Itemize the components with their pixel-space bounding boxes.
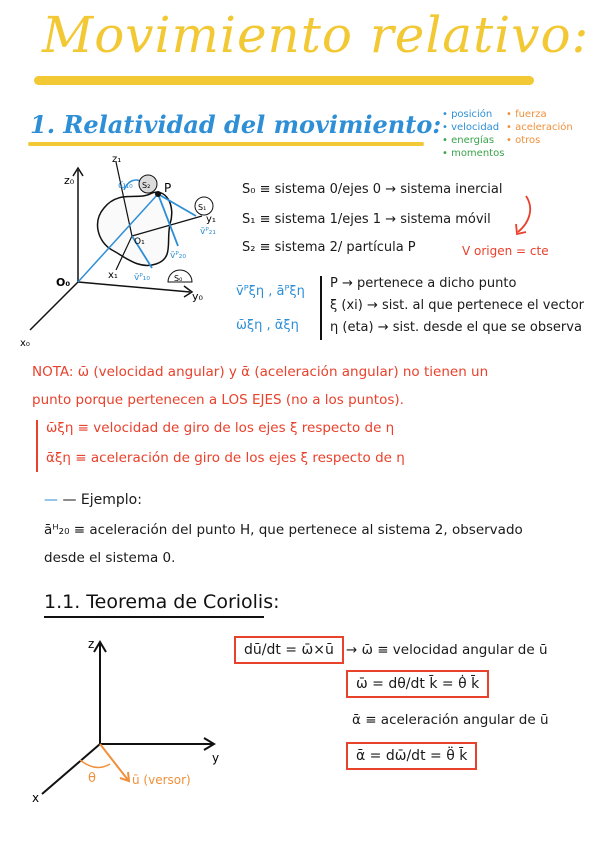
axis-x0 [30, 282, 78, 330]
label-theta: θ [88, 771, 96, 786]
label-axis-x: x [32, 791, 40, 805]
label-w10: ω̄₁₀ [118, 181, 133, 191]
color-legend [442, 108, 504, 160]
example-line-2: desde el sistema 0. [44, 550, 176, 566]
label-s1: S₁ [198, 203, 207, 212]
example-line-1: āᴴ₂₀ ≡ aceleración del punto H, que pertenece al sistema 2, observado [44, 522, 523, 538]
label-versor: ū (versor) [132, 773, 191, 787]
legend-velocidad: • velocidad [442, 122, 500, 133]
example-heading-text: — Ejemplo: [62, 492, 142, 508]
equation-omega-note: → ω̄ ≡ velocidad angular de ū [346, 642, 548, 658]
notation-xi-line: ξ (xi) → sist. al que pertenece el vector [330, 298, 585, 313]
note-brace [36, 420, 38, 472]
color-legend-2 [506, 108, 573, 147]
page-title: Movimiento relativo: [42, 6, 590, 64]
legend-posicion: • posición [442, 109, 493, 120]
label-o0: O₀ [56, 276, 71, 289]
equation-alpha: ᾱ = dω̄/dt = θ̈ k̄ [346, 742, 477, 770]
notation-vectors-2 [236, 318, 299, 333]
system-2-definition: S₂ ≡ sistema 2/ partícula P [242, 240, 416, 255]
legend-aceleracion: • aceleración [506, 122, 573, 133]
alpha-definition: ᾱ ≡ aceleración angular de ū [352, 712, 549, 728]
system-1-definition: S₁ ≡ sistema 1/ejes 1 → sistema móvil [242, 212, 491, 227]
subsection-title: 1.1. Teorema de Coriolis: [44, 591, 280, 613]
notation-p-line: P → pertenece a dicho punto [330, 276, 517, 291]
curved-arrow-icon [508, 194, 538, 238]
title-highlight [34, 76, 534, 85]
versor-u [100, 744, 128, 780]
legend-momentos: • momentos [442, 148, 505, 159]
section-title-text: Relatividad del movimiento: [63, 110, 442, 139]
label-y0: y₀ [192, 290, 203, 303]
label-axis-y: y [212, 751, 220, 765]
label-x0: x₀ [20, 338, 30, 349]
theta-arc [80, 760, 110, 767]
label-x1: x₁ [108, 270, 118, 281]
section-underline [28, 142, 424, 146]
axis-x [42, 744, 100, 794]
section-number: 1. [30, 110, 56, 139]
label-o1: O₁ [134, 237, 145, 247]
section-heading [30, 110, 441, 139]
label-v21: v̄ᴾ₂₁ [200, 227, 216, 237]
notation-vectors-1 [236, 284, 305, 299]
label-axis-z: z [88, 637, 95, 651]
notation-eta-line: η (eta) → sist. desde el que se observa [330, 320, 582, 335]
axis-y0 [78, 282, 190, 292]
legend-otros: • otros [506, 135, 541, 146]
example-dash: — [44, 492, 58, 508]
notation-vec-label-2: ω̄ξη , ᾱξη [236, 318, 299, 333]
label-v10: v̄ᴾ₁₀ [134, 273, 150, 283]
label-s0: S₀ [174, 274, 183, 283]
note-line-1: NOTA: ω̄ (velocidad angular) y ᾱ (aceleración angular) no tienen un [32, 364, 489, 380]
example-heading [44, 492, 142, 508]
label-v20: v̄ᴾ₂₀ [170, 251, 186, 261]
note-line-2: punto porque pertenecen a LOS EJES (no a los puntos). [32, 392, 404, 408]
note-def-omega: ω̄ξη ≡ velocidad de giro de los ejes ξ respecto de η [46, 420, 395, 436]
point-p [155, 191, 161, 197]
equation-du-dt: dū/dt = ω̄×ū [234, 636, 344, 664]
label-p: P [164, 181, 172, 195]
v-origen-note: V origen = cte [462, 244, 549, 258]
notation-brace [320, 276, 322, 340]
label-z0: z₀ [64, 174, 75, 187]
note-def-alpha: ᾱξη ≡ aceleración de giro de los ejes ξ respecto de η [46, 450, 405, 466]
label-z1: z₁ [112, 154, 122, 165]
label-y1: y₁ [206, 214, 216, 225]
system-0-definition: S₀ ≡ sistema 0/ejes 0 → sistema inercial [242, 182, 503, 197]
label-s2: S₂ [142, 181, 151, 190]
equation-omega: ω̄ = dθ/dt k̄ = θ̇ k̄ [346, 670, 489, 698]
frames-diagram [20, 150, 230, 350]
subsection-underline [44, 616, 264, 618]
notation-vec-label-1: v̄ᴾξη , āᴾξη [236, 284, 305, 299]
coriolis-axes-diagram [28, 630, 228, 810]
legend-energias: • energías [442, 135, 495, 146]
legend-fuerza: • fuerza [506, 109, 547, 120]
